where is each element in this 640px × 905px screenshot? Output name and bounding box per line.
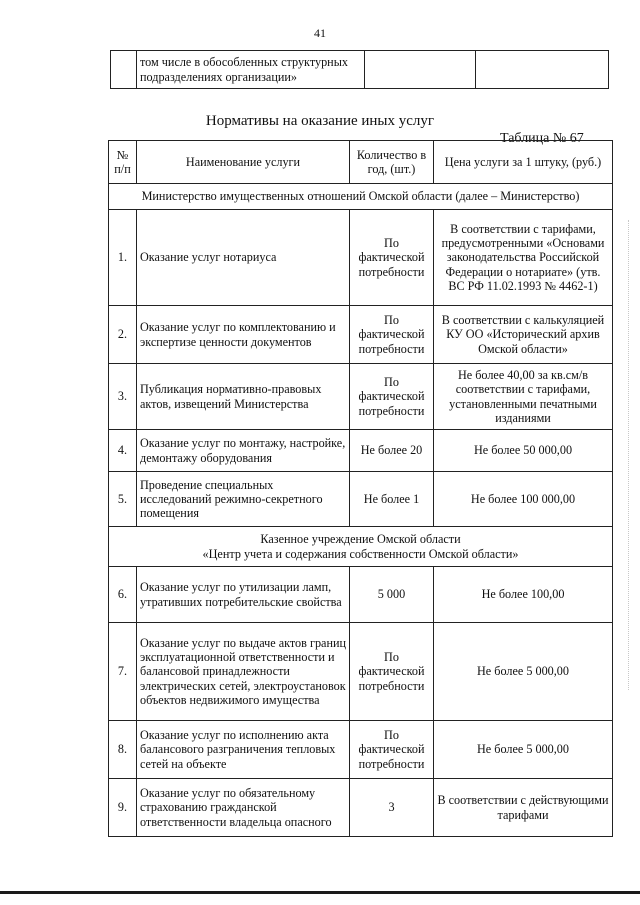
table-row — [109, 472, 613, 527]
scan-bottom-edge — [0, 891, 640, 894]
row-qty: 5 000 — [350, 567, 434, 623]
table-row — [109, 364, 613, 430]
services-table — [108, 140, 613, 837]
table-row — [109, 623, 613, 721]
section-title — [109, 527, 613, 567]
row-price: Не более 5 000,00 — [434, 721, 613, 779]
row-num: 9. — [109, 779, 137, 837]
header-qty: Количество в год, (шт.) — [350, 141, 434, 184]
section-title: Министерство имущественных отношений Омской области (далее – Министерство) — [109, 184, 613, 210]
row-price: Не более 5 000,00 — [434, 623, 613, 721]
row-qty: Не более 20 — [350, 430, 434, 472]
row-price: Не более 100 000,00 — [434, 472, 613, 527]
continuation-price-cell — [476, 51, 609, 89]
row-price: В соответствии с тарифами, предусмотренными «Основами законодательства Российской Федерации о нотариате» (утв. ВС РФ 11.02.1993 № 4462-1) — [434, 210, 613, 306]
continuation-name-cell: том числе в обособленных структурных подразделениях организации» — [137, 51, 365, 89]
section-title-line-1: Казенное учреждение Омской области — [260, 532, 461, 547]
section-row-center — [109, 527, 613, 567]
row-num: 8. — [109, 721, 137, 779]
row-name: Оказание услуг по комплектованию и экспертизе ценности документов — [137, 306, 350, 364]
page-number: 41 — [314, 26, 326, 40]
row-num: 4. — [109, 430, 137, 472]
row-qty: По фактической потребности — [350, 210, 434, 306]
table-row — [109, 779, 613, 837]
table-row — [109, 210, 613, 306]
continuation-num-cell — [111, 51, 137, 89]
header-price: Цена услуги за 1 штуку, (руб.) — [434, 141, 613, 184]
row-price: Не более 100,00 — [434, 567, 613, 623]
row-name: Оказание услуг по выдаче актов границ эксплуатационной ответственности и балансовой принадлежности электрических сетей, электроустановок объектов недвижимого имущества — [137, 623, 350, 721]
row-name: Оказание услуг по исполнению акта балансового разграничения тепловых сетей на объекте — [137, 721, 350, 779]
row-num: 7. — [109, 623, 137, 721]
header-num: № п/п — [109, 141, 137, 184]
row-name: Публикация нормативно-правовых актов, извещений Министерства — [137, 364, 350, 430]
row-name: Оказание услуг по обязательному страхованию гражданской ответственности владельца опасного — [137, 779, 350, 837]
continuation-qty-cell — [365, 51, 476, 89]
row-num: 2. — [109, 306, 137, 364]
row-qty: Не более 1 — [350, 472, 434, 527]
header-row — [109, 141, 613, 184]
table-row — [109, 721, 613, 779]
row-name: Оказание услуг по монтажу, настройке, демонтажу оборудования — [137, 430, 350, 472]
table-row — [109, 306, 613, 364]
row-qty: По фактической потребности — [350, 721, 434, 779]
document-title: Нормативы на оказание иных услуг — [205, 113, 435, 129]
row-qty: По фактической потребности — [350, 306, 434, 364]
row-num: 6. — [109, 567, 137, 623]
row-qty: По фактической потребности — [350, 623, 434, 721]
row-num: 5. — [109, 472, 137, 527]
row-name: Оказание услуг по утилизации ламп, утративших потребительские свойства — [137, 567, 350, 623]
row-price: Не более 40,00 за кв.см/в соответствии с тарифами, установленными печатными изданиями — [434, 364, 613, 430]
section-title-line-2: «Центр учета и содержания собственности Омской области» — [202, 546, 519, 561]
row-name: Проведение специальных исследований режимно-секретного помещения — [137, 472, 350, 527]
row-num: 1. — [109, 210, 137, 306]
row-qty: 3 — [350, 779, 434, 837]
row-num: 3. — [109, 364, 137, 430]
table-row — [109, 430, 613, 472]
continuation-table — [110, 50, 609, 89]
row-qty: По фактической потребности — [350, 364, 434, 430]
table-row — [109, 567, 613, 623]
row-price: В соответствии с калькуляцией КУ ОО «Исторический архив Омской области» — [434, 306, 613, 364]
continuation-row — [111, 51, 609, 89]
header-name: Наименование услуги — [137, 141, 350, 184]
row-price: В соответствии с действующими тарифами — [434, 779, 613, 837]
table-caption: Таблица № 67 — [500, 131, 584, 146]
scan-margin-dots — [628, 220, 629, 690]
row-price: Не более 50 000,00 — [434, 430, 613, 472]
section-row-ministry — [109, 184, 613, 210]
row-name: Оказание услуг нотариуса — [137, 210, 350, 306]
